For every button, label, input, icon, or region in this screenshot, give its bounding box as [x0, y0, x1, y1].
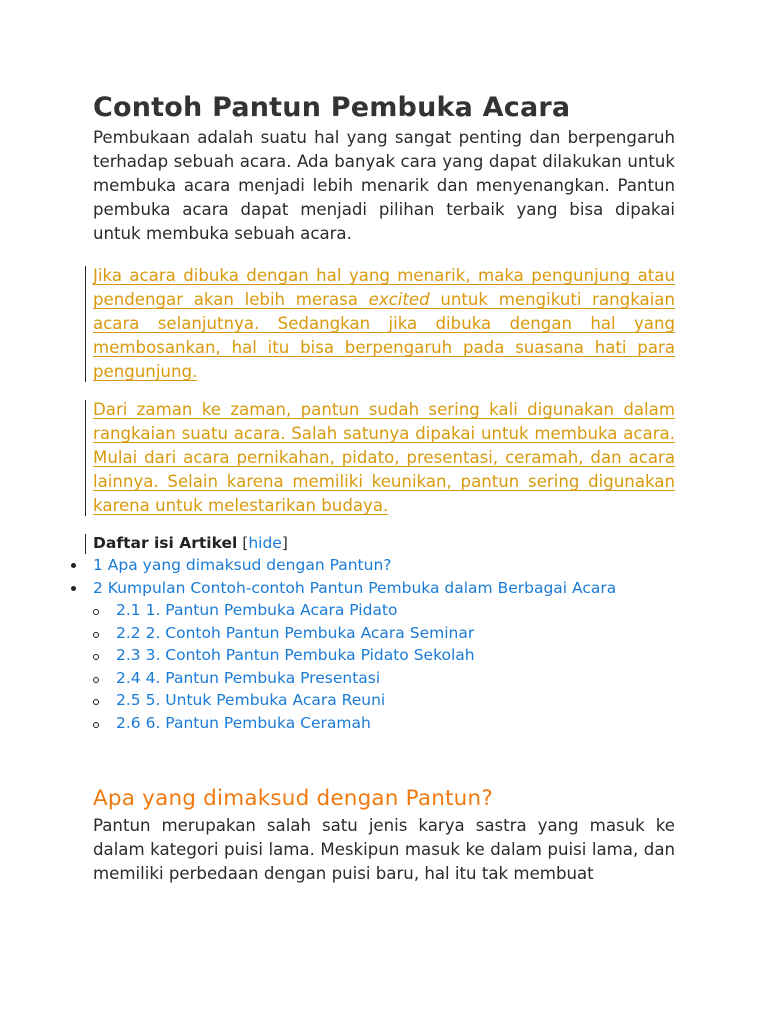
toc-link-2-5[interactable]: 2.5 5. Untuk Pembuka Acara Reuni	[116, 691, 386, 709]
toc-subitem	[69, 644, 651, 667]
circle-bullet-icon	[93, 699, 99, 705]
toc-link-2-1[interactable]: 2.1 1. Pantun Pembuka Acara Pidato	[116, 601, 398, 619]
toc-sublist	[69, 599, 651, 734]
quote-paragraph-2: Dari zaman ke zaman, pantun sudah sering kali digunakan dalam rangkaian suatu acara. Salah satunya dipakai untuk membuka acara. Mulai dari acara pernikahan, pidato, presentasi, ceramah, dan acara lainnya. Selain karena memiliki keunikan, pantun sering digunakan karena untuk melestarikan budaya.	[93, 400, 675, 515]
toc-link-2[interactable]: 2 Kumpulan Contoh-contoh Pantun Pembuka dalam Berbagai Acara	[93, 578, 617, 597]
toc-subitem	[69, 667, 651, 690]
article-content	[93, 90, 675, 886]
section-paragraph: Pantun merupakan salah satu jenis karya sastra yang masuk ke dalam kategori puisi lama. Meskipun masuk ke dalam puisi lama, dan memiliki perbedaan dengan puisi baru, hal itu tak membuat	[93, 816, 675, 883]
toc-header	[93, 532, 675, 554]
toc-subitem	[69, 599, 651, 622]
quote-bar	[85, 266, 86, 382]
toc-item	[69, 554, 651, 577]
table-of-contents	[93, 532, 675, 734]
toc-bracket-open: [	[242, 534, 249, 552]
circle-bullet-icon	[93, 722, 99, 728]
quote1-emphasis: excited	[368, 290, 430, 309]
circle-bullet-icon	[93, 677, 99, 683]
toc-subitem	[69, 622, 651, 645]
toc-link-1[interactable]: 1 Apa yang dimaksud dengan Pantun?	[93, 556, 392, 574]
circle-bullet-icon	[93, 632, 99, 638]
page-title: Contoh Pantun Pembuka Acara	[93, 92, 571, 123]
quote1-text-end: untuk mengikuti rangkaian acara selanjutnya. Sedangkan jika dibuka dengan hal yang membosankan, hal itu bisa berpengaruh pada suasana hati para pengunjung.	[93, 290, 675, 381]
toc-subitem	[69, 689, 651, 712]
toc-item	[69, 577, 651, 735]
quote-bar	[85, 400, 86, 516]
toc-link-2-4[interactable]: 2.4 4. Pantun Pembuka Presentasi	[116, 668, 381, 687]
blockquote-1	[93, 264, 675, 384]
toc-link-2-2[interactable]: 2.2 2. Contoh Pantun Pembuka Acara Seminar	[116, 623, 475, 642]
bullet-icon	[71, 586, 76, 591]
quote1-text-start: Jika acara dibuka dengan hal yang menarik, maka pengunjung atau pendengar akan lebih merasa	[93, 266, 675, 309]
toc-subitem	[69, 712, 651, 735]
toc-link-2-6[interactable]: 2.6 6. Pantun Pembuka Ceramah	[116, 713, 371, 732]
toc-link-2-3[interactable]: 2.3 3. Contoh Pantun Pembuka Pidato Sekolah	[116, 646, 475, 664]
toc-bar	[85, 534, 86, 554]
bullet-icon	[71, 563, 76, 568]
intro-paragraph: Pembukaan adalah suatu hal yang sangat penting dan berpengaruh terhadap sebuah acara. Ada banyak cara yang dapat dilakukan untuk membuka acara menjadi lebih menarik dan menyenangkan. Pantun pembuka acara dapat menjadi pilihan terbaik yang bisa dipakai untuk membuka sebuah acara.	[93, 128, 675, 243]
circle-bullet-icon	[93, 654, 99, 660]
toc-title: Daftar isi Artikel	[93, 534, 238, 552]
toc-hide-link[interactable]: hide	[248, 534, 282, 552]
quote-paragraph-1	[93, 264, 675, 384]
toc-bracket-close: ]	[281, 534, 288, 552]
section-heading: Apa yang dimaksud dengan Pantun?	[93, 786, 493, 811]
blockquote-2	[93, 398, 675, 518]
toc-list	[69, 554, 651, 734]
circle-bullet-icon	[93, 609, 99, 615]
